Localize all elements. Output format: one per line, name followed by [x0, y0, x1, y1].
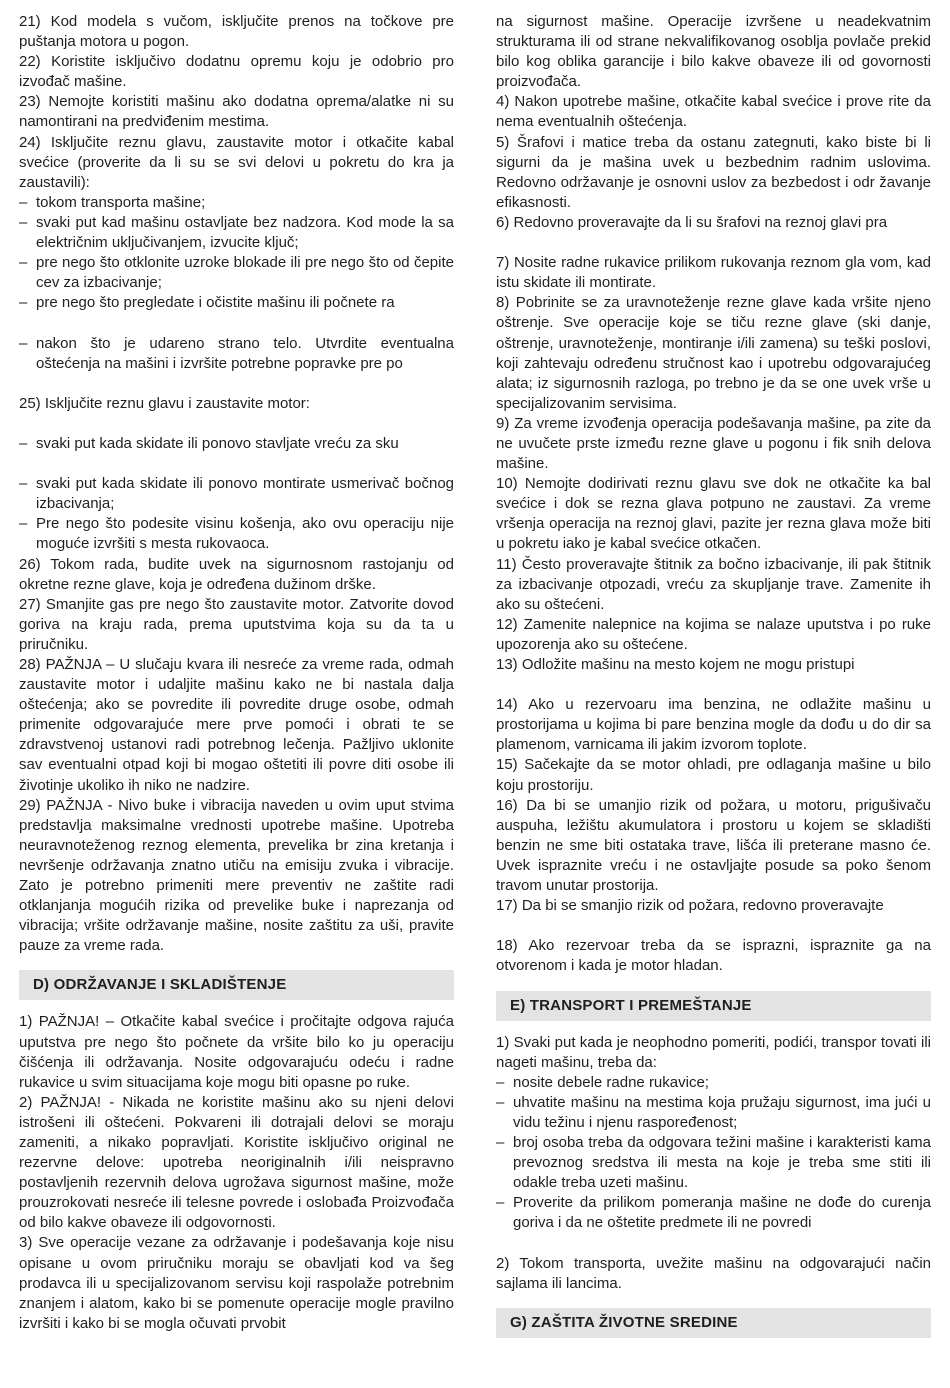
- maintenance-item-4: 4) Nakon upotrebe mašine, otkačite kabal svećice i prove rite da nema eventualnih oštećenja.: [496, 93, 931, 131]
- maintenance-item-5: 5) Šrafovi i matice treba da ostanu zategnuti, kako biste bi li sigurni da je mašina uvek u bezbednim radnim uslovima. Redovno održavanje je osnovni uslov za bezbedost i odr žavanje efikasnosti.: [496, 133, 931, 211]
- list-item: – pre nego što otklonite uzroke blokade ili pre nego što od čepite cev za izbacivanje;: [19, 253, 454, 293]
- transport-item-1: 1) Svaki put kada je neophodno pomeriti, podići, transpor tovati ili nageti mašinu, treba da:: [496, 1033, 931, 1071]
- list-item: – nakon što je udareno strano telo. Utvrdite eventualna oštećenja na mašini i izvršite potrebne popravke pre po: [19, 334, 454, 374]
- maintenance-item-3: 3) Sve operacije vezane za održavanje i podešavanja koje nisu opisane u ovom priručniku moraju se obavljati kod va šeg prodavca ili u specijalizovanom servisu koji raspolaže potrebnim znanjem i alatom, kako bi se pomenute operacije mogle pravilno izvršiti i kako bi se mogla očuvati prvobit: [19, 1234, 454, 1332]
- list-item: – svaki put kada skidate ili ponovo stavljate vreću za sku: [19, 434, 454, 454]
- maintenance-item-1: 1) PAŽNJA! – Otkačite kabal svećice i pročitajte odgova rajuća uputstva pre nego što počnete da vršite bilo ko ju operaciju čišćenja ili održavanja. Nosite odgovarajuću odeću i radne rukavice u svim situacijama koje mogu biti opasne po ruke.: [19, 1013, 454, 1091]
- list-item: – svaki put kada skidate ili ponovo montirate usmerivač bočnog izbacivanja;: [19, 474, 454, 514]
- maintenance-item-16: 16) Da bi se umanjio rizik od požara, u motoru, prigušivaču auspuha, ležištu akumulatora i prostoru u kojem se skladišti benzin ne sme biti ostataka trave, lišća ili preterane masno će. Uvek ispraznite vreću i ne ostavljajte posude sa poko šenom travom unutar prostorija.: [496, 796, 931, 895]
- maintenance-item-9: 9) Za vreme izvođenja operacija podešavanja mašine, pa zite da ne uvučete prste između rezne glave u pogonu i fik snih delova mašine.: [496, 414, 931, 473]
- paragraph-24: 24) Isključite reznu glavu, zaustavite motor i otkačite kabal svećice (proverite da li su se svi delovi u pokretu do kra ja zaustavili):: [19, 133, 454, 191]
- list-item: – tokom transporta mašine;: [19, 193, 454, 213]
- maintenance-item-14: 14) Ako u rezervoaru ima benzina, ne odlažite mašinu u prostorijama u kojima bi pare benzina mogle da dođu u do dir sa plamenom, varnicama ili jakim izvorom toplote.: [496, 696, 931, 754]
- paragraph-21: 21) Kod modela s vučom, isključite prenos na točkove pre puštanja motora u pogon.: [19, 13, 454, 51]
- maintenance-item-7: 7) Nosite radne rukavice prilikom rukovanja reznom gla vom, kad istu skidate ili montirate.: [496, 254, 931, 292]
- paragraph-27: 27) Smanjite gas pre nego što zaustavite motor. Zatvorite dovod goriva na kraju rada, prema uputstvima koja su da ta u priručniku.: [19, 595, 454, 653]
- section-heading-environment: G) ZAŠTITA ŽIVOTNE SREDINE: [496, 1308, 931, 1338]
- paragraph-23: 23) Nemojte koristiti mašinu ako dodatna oprema/alatke ni su namontirani na predviđenim mestima.: [19, 93, 454, 131]
- paragraph-22: 22) Koristite isključivo dodatnu opremu koju je odobrio pro izvođač mašine.: [19, 53, 454, 91]
- maintenance-item-17: 17) Da bi se smanjio rizik od požara, redovno proveravajte: [496, 897, 884, 915]
- paragraph-28: 28) PAŽNJA – U slučaju kvara ili nesreće za vreme rada, odmah zaustavite motor i udaljite mašinu kako ne bi nastala dalja oštećenja; ako se povredite ili povredite druge osobe, odmah primenite odgovarajuće mere prve pomoći i obrati te se zdravstvenoj ustanovi radi potrebnog lečenja. Pažljivo uklonite sav eventualni otpad koji bi mogao oštetiti ili povre diti osobe ili životinje ukoliko ih niko ne nadzire.: [19, 656, 454, 794]
- list-item: – Pre nego što podesite visinu košenja, ako ovu operaciju nije moguće izvršiti s mesta rukovaoca.: [19, 514, 454, 554]
- list-item: – Proverite da prilikom pomeranja mašine ne dođe do curenja goriva i da ne oštetite predmete ili ne povredi: [496, 1193, 931, 1233]
- list-item: – broj osoba treba da odgovara težini mašine i karakteristi kama prevoznog sredstva ili mesta na koje je treba sme stiti ili odakle treba uzeti mašinu.: [496, 1133, 931, 1193]
- list-item: – pre nego što pregledate i očistite mašinu ili počnete ra: [19, 293, 454, 313]
- left-column: [19, 12, 454, 1334]
- right-column: [496, 12, 931, 1350]
- maintenance-item-10: 10) Nemojte dodirivati reznu glavu sve dok ne otkačite ka bal svećice i dok se rezna glava potpuno ne zaustavi. Za vreme vršenja operacija na reznoj glavi, pazite jer rezna glava može biti u pokretu iako je kabal svećice otkačen.: [496, 475, 931, 553]
- maintenance-item-2: 2) PAŽNJA! - Nikada ne koristite mašinu ako su njeni delovi istrošeni ili oštećeni. Pokvareni ili dotrajali delovi se moraju zameniti, a nikako popravljati. Koristite isključivo original ne rezervne delove: upotreba neoriginalnih i/ili neispravno postavljenih rezervnih delova ugrožava sigurnost mašine, može prouzrokovati nesreće ili telesne povrede i oslobađa Proizvođača od bilo kakve obaveze ili odgovornosti.: [19, 1093, 454, 1232]
- paragraph-25: 25) Isključite reznu glavu i zaustavite motor:: [19, 394, 310, 412]
- section-heading-transport: E) TRANSPORT I PREMEŠTANJE: [496, 991, 931, 1021]
- maintenance-item-18: 18) Ako rezervoar treba da se isprazni, ispraznite ga na otvorenom i kada je motor hladan.: [496, 937, 931, 975]
- maintenance-item-12: 12) Zamenite nalepnice na kojima se nalaze uputstva i po ruke upozorenja ako su oštećene.: [496, 615, 931, 653]
- paragraph-29: 29) PAŽNJA - Nivo buke i vibracija naveden u ovim uput stvima predstavlja maksimalne vrednosti upotrebe mašine. Upotreba neuravnoteženog reznog elementa, prevelika br zina kretanja i nevršenje održavanja znatno utiču na emisiju zvuka i vibracije. Zato je potrebno primeniti mere preventiv ne zaštite radi otklanjanja mogućih rizika od prevelike buke i naprezanja od vibracija; vršite održavanje mašine, nosite zaštitu za uši, pravite pauze za vreme rada.: [19, 796, 454, 955]
- transport-item-2: 2) Tokom transporta, uvežite mašinu na odgovarajući način sajlama ili lancima.: [496, 1254, 931, 1292]
- list-item: – svaki put kad mašinu ostavljate bez nadzora. Kod mode la sa električnim uključivanjem, izvucite ključ;: [19, 213, 454, 253]
- maintenance-item-15: 15) Sačekajte da se motor ohladi, pre odlaganja mašine u bilo koju prostoriju.: [496, 756, 931, 794]
- paragraph-26: 26) Tokom rada, budite uvek na sigurnosnom rastojanju od okretne rezne glave, koja je određena dužinom drške.: [19, 555, 454, 593]
- list-item: – nosite debele radne rukavice;: [496, 1073, 931, 1093]
- maintenance-item-11: 11) Često proveravajte štitnik za bočno izbacivanje, ili pak štitnik za izbacivanje otpozadi, vreću za skupljanje trave. Zamenite ih ako su oštećeni.: [496, 555, 931, 613]
- maintenance-item-13: 13) Odložite mašinu na mesto kojem ne mogu pristupi: [496, 656, 855, 673]
- maintenance-item-8: 8) Pobrinite se za uravnoteženje rezne glave kada vršite njeno oštrenje. Sve operacije koje se tiču rezne glave (ski danje, oštrenje, uravnoteženje, montiranje i/ili zamena) su teški poslovi, koji zahtevaju određenu stručnost kao i upotrebu odgovarajućeg alata; iz sigurnosnih razloga, po trebno je da se one uvek vrše u specijalizovanim servisima.: [496, 294, 931, 412]
- list-item: – uhvatite mašinu na mestima koja pružaju sigurnost, ima jući u vidu težinu i njenu raspoređenost;: [496, 1093, 931, 1133]
- maintenance-item-3-continued: na sigurnost mašine. Operacije izvršene u neadekvatnim strukturama ili od strane nekvalifikovanog osoblja povlače prekid bilo kog oblika garancije i bilo kakve obaveze ili od govornosti proizvođača.: [496, 13, 931, 91]
- section-heading-maintenance: D) ODRŽAVANJE I SKLADIŠTENJE: [19, 970, 454, 1000]
- maintenance-item-6: 6) Redovno proveravajte da li su šrafovi na reznoj glavi pra: [496, 213, 888, 231]
